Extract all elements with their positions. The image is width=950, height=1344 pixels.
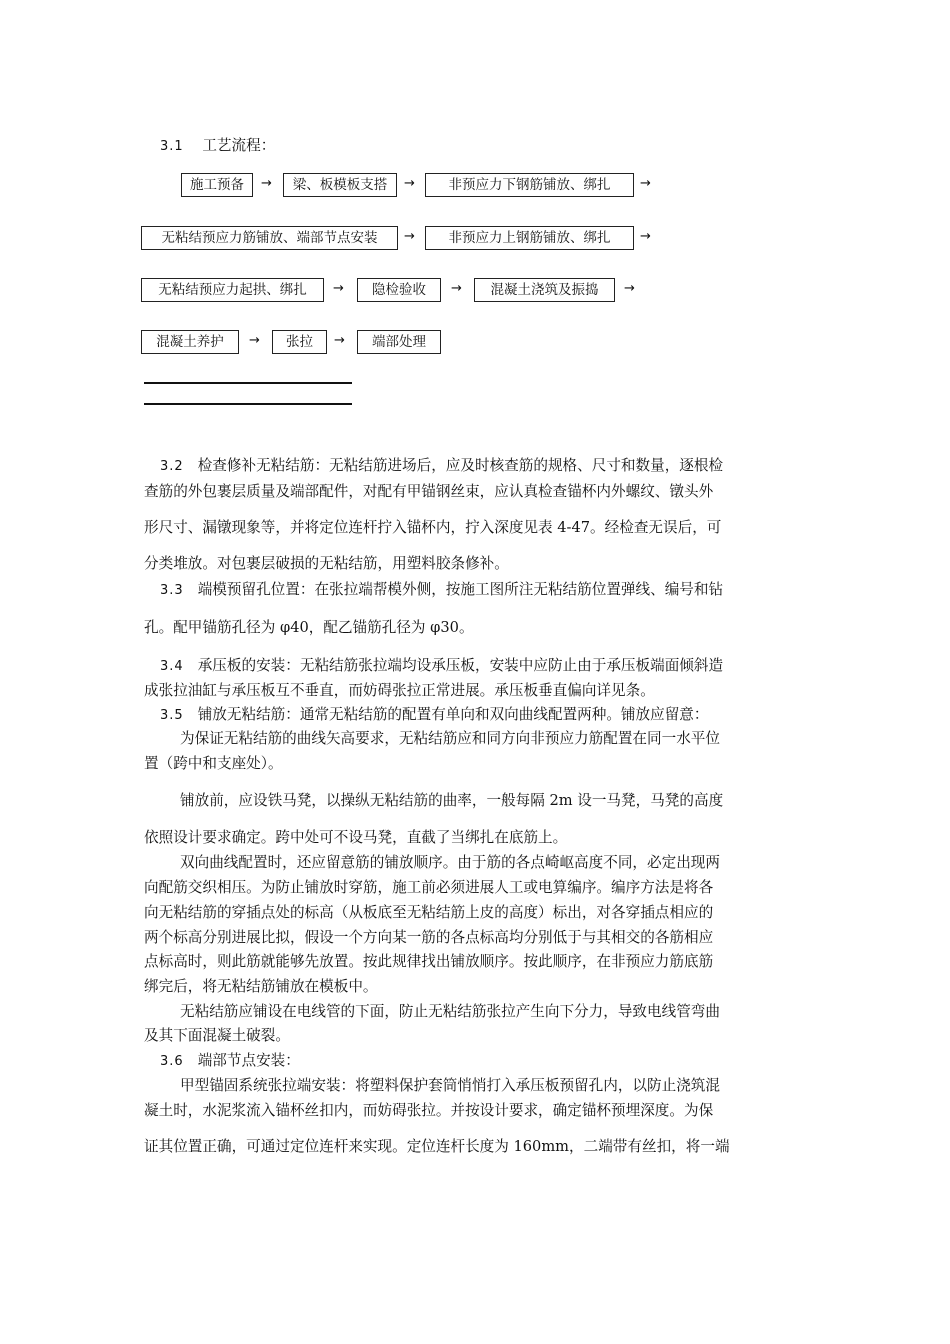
paragraph-line: 两个标高分别进展比拟，假设一个方向某一筋的各点标高均分别低于与其相交的各筋相应 (144, 929, 714, 946)
flow-arrow: → (404, 229, 415, 244)
paragraph-line: 为保证无粘结筋的曲线矢高要求，无粘结筋应和同方向非预应力筋配置在同一水平位 (180, 730, 720, 747)
flow-step-pouring: 混凝土浇筑及振捣 (474, 278, 615, 302)
paragraph-line: 绑完后，将无粘结筋铺放在模板中。 (144, 978, 378, 995)
paragraph-line: 分类堆放。对包裹层破损的无粘结筋，用塑料胶条修补。 (144, 555, 509, 572)
section-number: 3.1 (160, 139, 184, 154)
section-number: 3.3 (160, 583, 184, 598)
paragraph-line: 向无粘结筋的穿插点处的标高（从板底至无粘结筋上皮的高度）标出，对各穿插点相应的 (144, 904, 714, 921)
paragraph-text: 检查修补无粘结筋：无粘结筋进场后，应及时核查筋的规格、尺寸和数量，逐根检 (197, 457, 724, 474)
paragraph-line: 凝土时，水泥浆流入锚杯丝扣内，而妨碍张拉。并按设计要求，确定锚杯预埋深度。为保 (144, 1102, 714, 1119)
section-3-3-line (144, 580, 808, 601)
section-3-6-line (144, 1051, 808, 1072)
paragraph-text: 铺放无粘结筋：通常无粘结筋的配置有单向和双向曲线配置两种。铺放应留意： (197, 706, 709, 723)
flow-arrow: → (640, 176, 651, 191)
paragraph-text: 端部节点安装： (197, 1052, 300, 1069)
flow-step-camber: 无粘结预应力起拱、绑扎 (141, 278, 324, 302)
section-number: 3.6 (160, 1054, 184, 1069)
paragraph-line: 双向曲线配置时，还应留意筋的铺放顺序。由于筋的各点崎岖高度不同，必定出现两 (180, 854, 720, 871)
flow-step-formwork: 梁、板模板支搭 (283, 173, 397, 197)
divider-rule (144, 403, 352, 405)
flow-step-upper-rebar: 非预应力上钢筋铺放、绑扎 (425, 226, 634, 250)
paragraph-line: 孔。配甲锚筋孔径为 φ40，配乙锚筋孔径为 φ30。 (144, 619, 474, 636)
paragraph-text: 承压板的安装：无粘结筋张拉端均设承压板，安装中应防止由于承压板端面倾斜造 (197, 657, 724, 674)
flow-arrow: → (261, 176, 272, 191)
flow-arrow: → (334, 333, 345, 348)
flow-step-tensioning: 张拉 (272, 330, 327, 354)
paragraph-line: 形尺寸、漏镦现象等，并将定位连杆拧入锚杯内，拧入深度见表 4-47。经检查无误后，可 (144, 519, 722, 536)
flow-step-prep: 施工预备 (181, 173, 253, 197)
flow-arrow: → (451, 281, 462, 296)
flow-step-curing: 混凝土养护 (141, 330, 239, 354)
section-3-1-heading (160, 136, 275, 157)
section-3-5-line (144, 705, 808, 726)
flow-arrow: → (404, 176, 415, 191)
divider-rule (144, 382, 352, 384)
paragraph-line: 及其下面混凝土破裂。 (144, 1027, 290, 1044)
paragraph-line: 向配筋交织相压。为防止铺放时穿筋，施工前必须进展人工或电算编序。编序方法是将各 (144, 879, 714, 896)
flow-step-lower-rebar: 非预应力下钢筋铺放、绑扎 (425, 173, 634, 197)
section-number: 3.5 (160, 708, 184, 723)
section-number: 3.4 (160, 659, 184, 674)
paragraph-text: 端模预留孔位置：在张拉端帮模外侧，按施工图所注无粘结筋位置弹线、编号和钻 (197, 581, 724, 598)
flow-arrow: → (333, 281, 344, 296)
flow-arrow: → (624, 281, 635, 296)
flow-step-inspection: 隐检验收 (357, 278, 441, 302)
flow-step-end-treatment: 端部处理 (357, 330, 441, 354)
flow-arrow: → (640, 229, 651, 244)
section-number: 3.2 (160, 459, 184, 474)
section-title: 工艺流程： (202, 137, 276, 154)
section-3-2-line (144, 456, 808, 477)
paragraph-line: 置（跨中和支座处）。 (144, 755, 283, 772)
paragraph-line: 铺放前，应设铁马凳，以操纵无粘结筋的曲率，一般每隔 2m 设一马凳，马凳的高度 (180, 792, 724, 809)
paragraph-line: 成张拉油缸与承压板互不垂直，而妨碍张拉正常进展。承压板垂直偏向详见条。 (144, 682, 655, 699)
paragraph-line: 依照设计要求确定。跨中处可不设马凳，直截了当绑扎在底筋上。 (144, 829, 568, 846)
flow-arrow: → (249, 333, 260, 348)
paragraph-line: 甲型锚固系统张拉端安装：将塑料保护套筒悄悄打入承压板预留孔内，以防止浇筑混 (180, 1077, 720, 1094)
paragraph-line: 查筋的外包裹层质量及端部配件，对配有甲锚钢丝束，应认真检查锚杯内外螺纹、镦头外 (144, 483, 714, 500)
flow-step-unbonded-laying: 无粘结预应力筋铺放、端部节点安装 (141, 226, 398, 250)
paragraph-line: 点标高时，则此筋就能够先放置。按此规律找出铺放顺序。按此顺序，在非预应力筋底筋 (144, 953, 714, 970)
section-3-4-line (144, 656, 808, 677)
paragraph-line: 无粘结筋应铺设在电线管的下面，防止无粘结筋张拉产生向下分力，导致电线管弯曲 (180, 1003, 720, 1020)
paragraph-line: 证其位置正确，可通过定位连杆来实现。定位连杆长度为 160mm，二端带有丝扣，将一端 (144, 1138, 730, 1155)
